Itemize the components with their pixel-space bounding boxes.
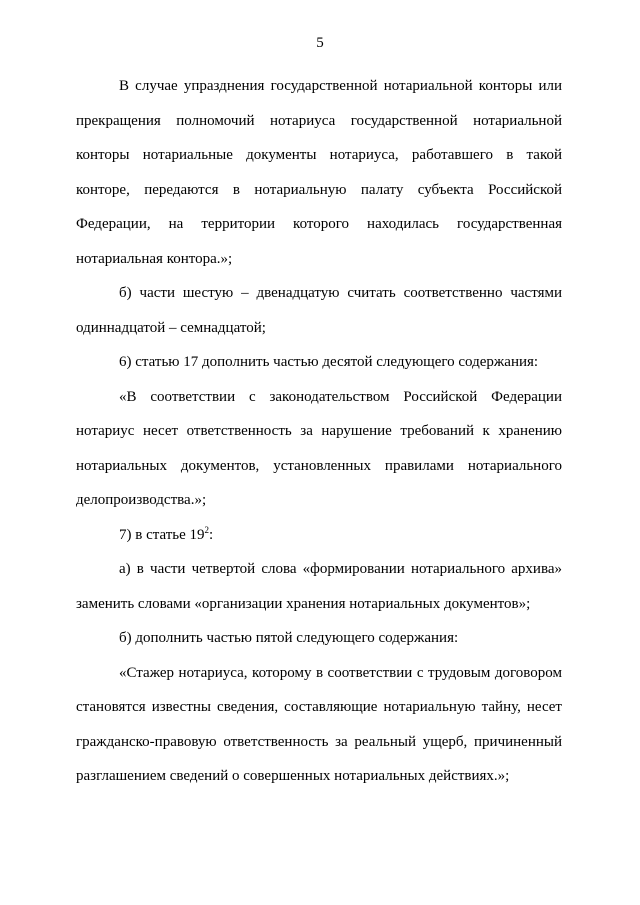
paragraph-article-19-2 bbox=[76, 518, 562, 553]
paragraph-part-four-replacement: а) в части четвертой слова «формировании нотариального архива» заменить словами «организации хранения нотариальных документов»; bbox=[76, 561, 562, 612]
article-19-prefix: 7) в статье 19 bbox=[119, 526, 205, 543]
paragraph-intern-liability: «Стажер нотариуса, которому в соответствии с трудовым договором становятся известны сведения, составляющие нотариальную тайну, несет гражданско-правовую ответственность за реальный ущерб, причиненный разглашением сведений о совершенных нотариальных действиях.»; bbox=[76, 664, 562, 784]
document-body bbox=[76, 69, 562, 794]
paragraph-state-notary-office-abolition: В случае упразднения государственной нотариальной конторы или прекращения полномочий нотариуса государственной нотариальной конторы нотариальные документы нотариуса, работавшего в такой конторе, передаются в нотариальную палату субъекта Российской Федерации, на территории которого находилась государственная нотариальная контора.»; bbox=[76, 78, 562, 267]
article-19-suffix: : bbox=[209, 526, 214, 543]
paragraph-renumber-parts: б) части шестую – двенадцатую считать соответственно частями одиннадцатой – семнадцатой; bbox=[76, 285, 562, 336]
paragraph-notary-liability: «В соответствии с законодательством Российской Федерации нотариус несет ответственность за нарушение требований к хранению нотариальных документов, установленных правилами нотариального делопроизводства.»; bbox=[76, 388, 562, 508]
paragraph-part-five-addition: б) дополнить частью пятой следующего содержания: bbox=[119, 630, 459, 646]
page-number: 5 bbox=[316, 35, 324, 51]
article-19-superscript: 2 bbox=[204, 524, 210, 535]
paragraph-article-17-amendment: 6) статью 17 дополнить частью десятой следующего содержания: bbox=[119, 354, 539, 370]
